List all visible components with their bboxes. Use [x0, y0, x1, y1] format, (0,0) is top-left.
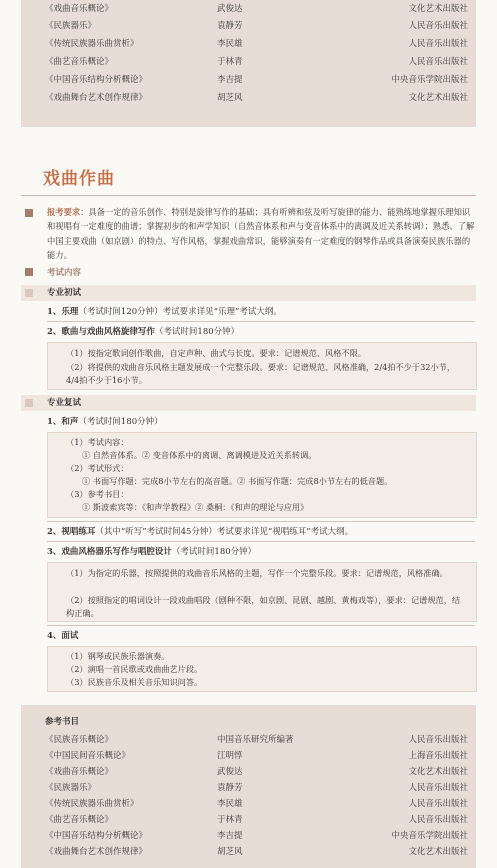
- point-line: （2）考试形式：: [66, 463, 129, 473]
- item-title: 1、和声: [47, 417, 79, 427]
- reference-row: [21, 812, 476, 828]
- point-line: ① 斯波索宾等：《和声学教程》② 桑桐：《和声的理论与应用》: [82, 502, 309, 512]
- second-item-2: [47, 525, 353, 539]
- bottom-reference-block: [21, 705, 476, 868]
- point-line: （1）钢琴或民族乐器演奏。: [66, 651, 170, 661]
- ref-author: 江明惇: [217, 751, 243, 761]
- point-line: （1）为指定的乐器，按照提供的戏曲音乐风格的主题，写作一个完整乐段。要求：记谱规范，风格准确。: [66, 568, 448, 578]
- item-desc: （考试时间180分钟）: [78, 417, 163, 427]
- reference-row: [21, 796, 476, 812]
- item-title: 2、视唱练耳: [47, 527, 96, 537]
- ref-publisher: 文化艺术出版社: [408, 847, 468, 857]
- ref-author: 李吉提: [217, 75, 243, 85]
- divider: [47, 521, 475, 522]
- divider: [47, 625, 475, 626]
- ref-publisher: 人民音乐出版社: [408, 735, 468, 745]
- ref-publisher: 人民音乐出版社: [408, 799, 468, 809]
- ref-publisher: 人民音乐出版社: [408, 39, 468, 49]
- reference-row: [21, 748, 476, 764]
- top-reference-block: [21, 0, 476, 127]
- square-bullet-icon: [25, 289, 33, 297]
- first-item-1: [47, 305, 282, 319]
- item-desc: （考试时间120分钟）考试要求详见“乐理”考试大纲。: [78, 307, 282, 317]
- reference-row: [21, 54, 476, 70]
- first-item-2-box: [47, 342, 477, 390]
- reference-row: [21, 18, 476, 34]
- requirements-label: 报考要求：: [47, 207, 89, 217]
- item-title: 1、乐理: [47, 307, 79, 317]
- exam-content-label: 考试内容: [47, 268, 82, 278]
- reference-row: [21, 72, 476, 88]
- reference-row: [21, 90, 476, 106]
- point-line: （1）考试内容：: [66, 437, 129, 447]
- second-item-3: [47, 545, 256, 559]
- second-item-3-box: [47, 562, 477, 622]
- ref-publisher: 文化艺术出版社: [408, 4, 468, 14]
- point-line: （2）按照指定的唱词设计一段戏曲唱段（剧种不限，如京剧、昆剧、越剧、黄梅戏等），要求：记谱规范，结构正确。: [66, 595, 461, 618]
- point-line: （3）参考书目：: [66, 489, 129, 499]
- point-line: （2）将提供的戏曲音乐风格主题发展成一个完整乐段。要求：记谱规范、风格准确，2/4拍不少于32小节，4/4拍不少于16小节。: [66, 362, 456, 385]
- ref-author: 李吉提: [217, 831, 243, 841]
- ref-title: 《民族音乐概论》: [45, 735, 114, 745]
- second-item-1: [47, 415, 163, 429]
- first-round-band: [21, 285, 476, 301]
- second-item-4: [47, 629, 78, 643]
- item-desc: （其中“听写”考试时间45分钟）考试要求详见“视唱练耳”考试大纲。: [95, 527, 354, 537]
- ref-author: 李民雄: [217, 39, 243, 49]
- ref-author: 于林青: [217, 57, 243, 67]
- ref-author: 李民雄: [217, 799, 243, 809]
- second-item-1-box: [47, 432, 477, 518]
- ref-title: 《传统民族器乐曲赏析》: [45, 799, 139, 809]
- reference-row: [21, 764, 476, 780]
- ref-title: 《民族器乐》: [45, 783, 97, 793]
- ref-publisher: 文化艺术出版社: [408, 767, 468, 777]
- first-item-2: [47, 325, 239, 339]
- ref-publisher: 上海音乐出版社: [408, 751, 468, 761]
- requirements-paragraph: [47, 205, 475, 262]
- ref-author: 武俊达: [217, 767, 243, 777]
- item-title: 3、戏曲风格器乐写作与唱腔设计: [47, 547, 172, 557]
- ref-title: 《传统民族器乐曲赏析》: [45, 39, 139, 49]
- ref-author: 中国音乐研究所编著: [217, 735, 294, 745]
- reference-row: [21, 732, 476, 748]
- item-title: 2、歌曲与戏曲风格旋律写作: [47, 327, 155, 337]
- ref-publisher: 人民音乐出版社: [408, 21, 468, 31]
- reference-row: [21, 828, 476, 844]
- second-item-4-box: [47, 646, 477, 692]
- point-line: （3）民族音乐及相关音乐知识问答。: [66, 677, 203, 687]
- ref-publisher: 中央音乐学院出版社: [391, 75, 468, 85]
- first-round-label: 专业初试: [47, 288, 82, 298]
- ref-title: 《中国民间音乐概论》: [45, 751, 131, 761]
- ref-author: 武俊达: [217, 4, 243, 14]
- item-desc: （考试时间180分钟）: [154, 327, 240, 337]
- ref-author: 袁静芳: [217, 21, 243, 31]
- ref-publisher: 中央音乐学院出版社: [391, 831, 468, 841]
- ref-title: 《戏曲舞台艺术创作规律》: [45, 93, 148, 103]
- title-divider: [21, 195, 476, 196]
- point-line: （1）按指定歌词创作歌曲，自定声种、曲式与长度。要求：记谱规范、风格不限。: [66, 348, 366, 358]
- requirements-text: 具备一定的音乐创作、特别是旋律写作的基础；具有听辨和弦及听写旋律的能力、能熟练地掌握乐理知识和视唱有一定难度的曲谱；掌握初步的和声学知识（自然音体系和声与变音体系中的离调及近关系转调）；熟悉、了解中国主要戏曲（如京剧）的特点、写作风格，掌握戏曲常识，能够演奏有一定难度的钢琴作品或具备演奏民族乐器的能力。: [47, 207, 475, 260]
- ref-author: 于林青: [217, 815, 243, 825]
- ref-author: 袁静芳: [217, 783, 243, 793]
- second-round-label: 专业复试: [47, 398, 82, 408]
- ref-title: 《曲艺音乐概论》: [45, 815, 114, 825]
- reference-row: [21, 1, 476, 17]
- square-bullet-icon: [25, 268, 33, 276]
- ref-title: 《中国音乐结构分析概论》: [45, 75, 148, 85]
- reference-row: [21, 780, 476, 796]
- reference-row: [21, 844, 476, 860]
- ref-publisher: 人民音乐出版社: [408, 57, 468, 67]
- section-title: 戏曲作曲: [43, 169, 115, 189]
- item-title: 4、面试: [47, 631, 79, 641]
- ref-title: 《戏曲舞台艺术创作规律》: [45, 847, 148, 857]
- item-desc: （考试时间180分钟）: [171, 547, 257, 557]
- reference-row: [21, 36, 476, 52]
- ref-publisher: 人民音乐出版社: [408, 783, 468, 793]
- ref-author: 胡芝风: [217, 93, 243, 103]
- divider: [47, 321, 475, 322]
- ref-title: 《曲艺音乐概论》: [45, 57, 114, 67]
- reference-title: 参考书目: [45, 717, 80, 727]
- ref-title: 《戏曲音乐概论》: [45, 767, 114, 777]
- ref-publisher: 人民音乐出版社: [408, 815, 468, 825]
- square-bullet-icon: [25, 209, 33, 217]
- second-round-band: [21, 395, 476, 411]
- point-line: ① 书面写作题：完成8小节左右的高音题。② 书面写作题：完成8小节左右的低音题。: [82, 476, 393, 486]
- square-bullet-icon: [25, 399, 33, 407]
- point-line: ① 自然音体系。② 变音体系中的离调、离调模进及近关系转调。: [82, 450, 317, 460]
- ref-author: 胡芝风: [217, 847, 243, 857]
- divider: [47, 541, 475, 542]
- ref-publisher: 文化艺术出版社: [408, 93, 468, 103]
- ref-title: 《戏曲音乐概论》: [45, 4, 114, 14]
- point-line: （2）演唱一首民歌或戏曲曲艺片段。: [66, 664, 203, 674]
- ref-title: 《民族器乐》: [45, 21, 97, 31]
- ref-title: 《中国音乐结构分析概论》: [45, 831, 148, 841]
